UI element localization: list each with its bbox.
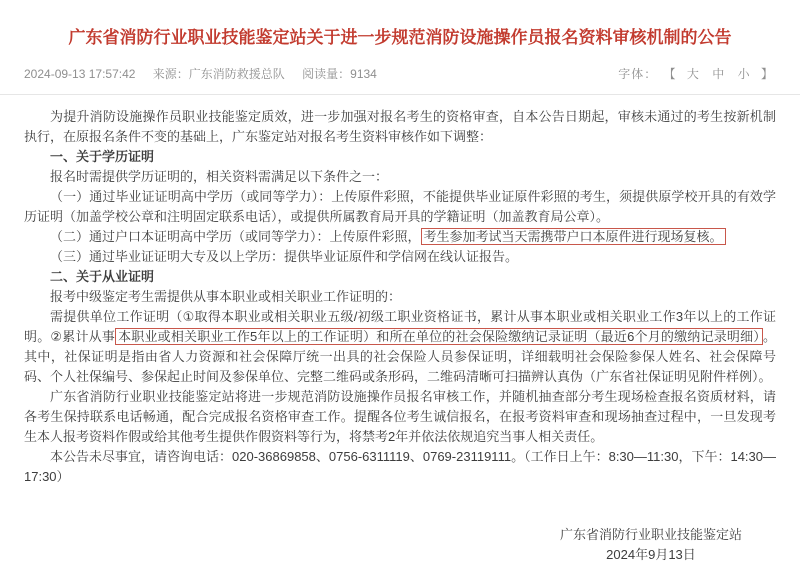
publish-time: 2024-09-13 17:57:42 (24, 67, 136, 81)
section-1-heading: 一、关于学历证明 (50, 149, 155, 164)
font-size-label: 字体： (618, 67, 658, 81)
highlight-box-onsite-review: 考生参加考试当天需携带户口本原件进行现场复核。 (421, 228, 726, 245)
intro-paragraph: 为提升消防设施操作员职业技能鉴定质效，进一步加强对报名考生的资格审查，自本公告日期起，审核未通过的考生按新机制执行，在原报名条件不变的基础上，广东鉴定站对报名考生资料审核作如下调整： (24, 109, 776, 144)
signature-block (560, 525, 742, 565)
section-2-heading: 二、关于从业证明 (50, 269, 155, 284)
education-item-2 (24, 227, 776, 247)
meta-info (24, 65, 377, 82)
meta-bar (0, 50, 800, 95)
employment-paragraph (24, 307, 776, 387)
font-size-option-large[interactable]: 大 (686, 67, 700, 81)
font-size-control (618, 65, 776, 82)
section-1-lead: 报名时需提供学历证明的，相关资料需满足以下条件之一： (50, 169, 389, 184)
education-item-1: （一）通过毕业证证明高中学历（或同等学力）：上传原件彩照，不能提供毕业证原件彩照的考生，须提供原学校开具的有效学历证明（加盖学校公章和注明固定联系电话），或提供所属教育局开具的学籍证明（加盖教育局公章）。 (24, 189, 776, 224)
announcement-page (0, 26, 800, 562)
font-size-option-medium[interactable]: 中 (712, 67, 726, 81)
article-body (0, 95, 800, 565)
signature-date: 2024年9月13日 (606, 547, 696, 562)
section-2-lead: 报考中级鉴定考生需提供从事本职业或相关职业工作证明的： (50, 289, 402, 304)
font-size-option-small[interactable]: 小 (737, 67, 751, 81)
font-bracket-close: 】 (760, 67, 774, 81)
source-label: 来源：广东消防救援总队 (152, 67, 285, 81)
contact-paragraph: 本公告未尽事宜，请咨询电话：020-36869858、0756-6311119、0769-23119111。（工作日上午：8:30—11:30，下午：14:30—17:30） (24, 449, 776, 484)
font-bracket-open: 【 (663, 67, 677, 81)
highlight-box-social-insurance: 本职业或相关职业工作5年以上的工作证明）和所在单位的社会保险缴纳记录证明（最近6个月的缴纳记录明细） (115, 328, 763, 345)
employment-text-prefix: 需提供单位工作证明（①取得本职业或相关职业五级/初级工职业资格证书，累计从事本职业或相关职业工作3年以上的工作证明。②累计从事 (24, 309, 776, 344)
views-count: 阅读量：9134 (302, 67, 377, 81)
signature-org: 广东省消防行业职业技能鉴定站 (559, 527, 742, 542)
notice-paragraph: 广东省消防行业职业技能鉴定站将进一步规范消防设施操作员报名审核工作，并随机抽查部分考生现场检查报名资质材料，请各考生保持联系电话畅通，配合完成报名资格审查工作。提醒各位考生诚信报名，在报考资料审查和现场抽查过程中，一旦发现考生本人报考资料作假或给其他考生提供作假资料等行为，将禁考2年并依法依规追究当事人相关责任。 (24, 389, 776, 444)
employment-text-suffix: 。其中，社保证明是指由省人力资源和社会保障厅统一出具的社会保险人员参保证明，详细载明社会保险参保人姓名、社会保障号码、个人社保编号、参保起止时间及参保单位、完整二维码或条形码，二维码清晰可扫描辨认真伪（广东省社保证明见附件样例）。 (24, 329, 777, 384)
page-title: 广东省消防行业职业技能鉴定站关于进一步规范消防设施操作员报名资料审核机制的公告 (68, 28, 732, 47)
education-item-3: （三）通过毕业证证明大专及以上学历：提供毕业证原件和学信网在线认证报告。 (50, 249, 519, 264)
education-item-2-text: （二）通过户口本证明高中学历（或同等学力）：上传原件彩照， (50, 229, 421, 244)
